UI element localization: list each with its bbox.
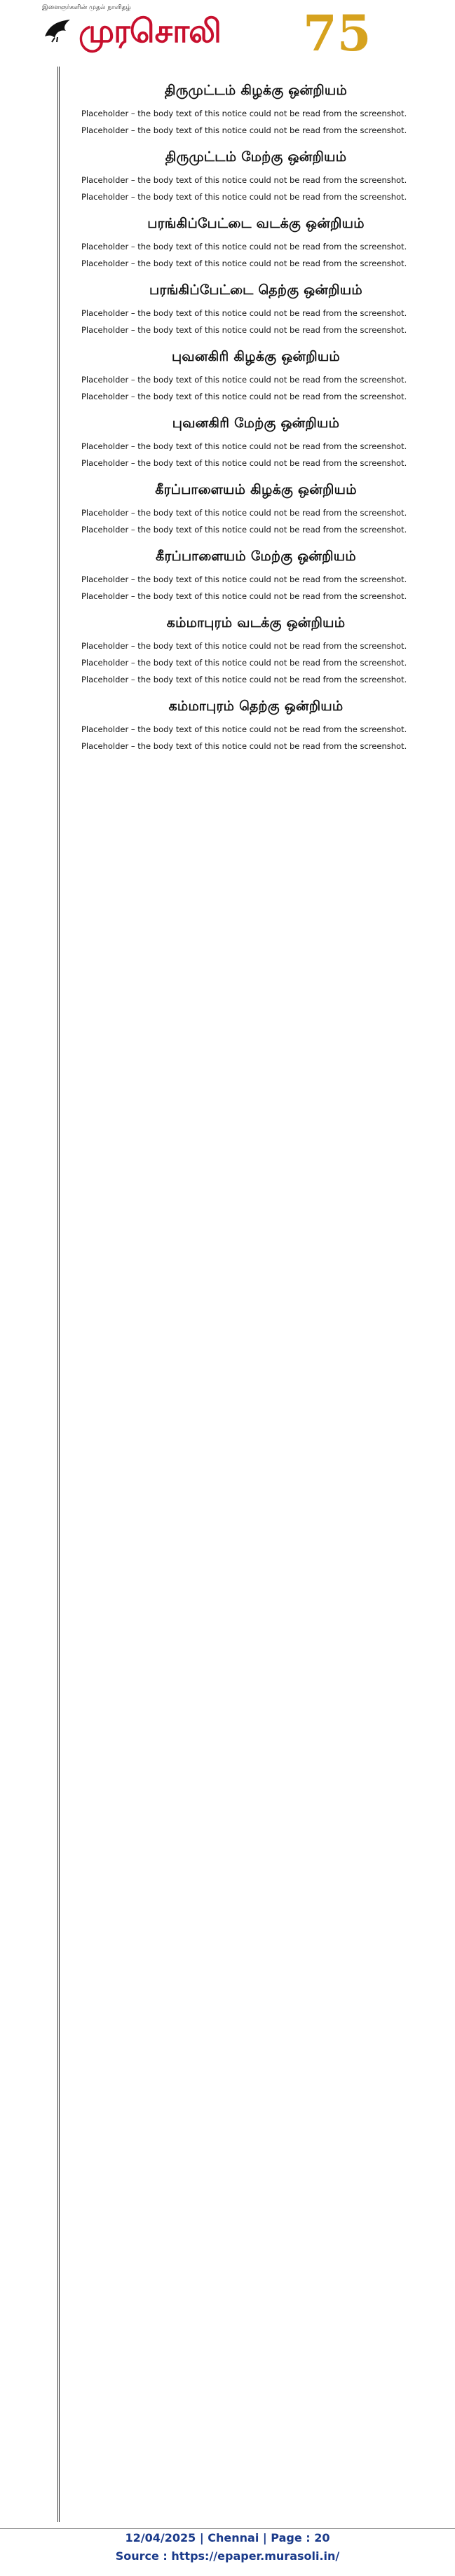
- anniversary-number: 75: [303, 4, 372, 62]
- notice-paragraph: Placeholder – the body text of this notice could not be read from the screenshot.: [81, 641, 407, 651]
- footer: [0, 2526, 455, 2576]
- footer-source[interactable]: Source : https://epaper.murasoli.in/: [115, 2549, 340, 2563]
- notice-paragraph: Placeholder – the body text of this notice could not be read from the screenshot.: [81, 308, 407, 318]
- notice-paragraph: Placeholder – the body text of this notice could not be read from the screenshot.: [81, 325, 407, 335]
- notice-paragraph: Placeholder – the body text of this notice could not be read from the screenshot.: [81, 458, 407, 468]
- notice-title: திருமுட்டம் மேற்கு ஒன்றியம்: [165, 149, 347, 165]
- notice-paragraph: Placeholder – the body text of this notice could not be read from the screenshot.: [81, 375, 407, 385]
- notice-paragraph: Placeholder – the body text of this notice could not be read from the screenshot.: [81, 741, 407, 751]
- notice-paragraph: Placeholder – the body text of this notice could not be read from the screenshot.: [81, 109, 407, 118]
- notice-paragraph: Placeholder – the body text of this notice could not be read from the screenshot.: [81, 175, 407, 185]
- footer-page-info: 12/04/2025 | Chennai | Page : 20: [125, 2531, 330, 2544]
- notice-section: [64, 216, 447, 270]
- anniversary-emblem: [303, 6, 387, 62]
- notice-title: கீரப்பாளையம் மேற்கு ஒன்றியம்: [156, 549, 356, 564]
- notice-section: [64, 83, 447, 137]
- notice-paragraph: Placeholder – the body text of this notice could not be read from the screenshot.: [81, 192, 407, 202]
- notice-paragraph: Placeholder – the body text of this notice could not be read from the screenshot.: [81, 591, 407, 601]
- notice-paragraph: Placeholder – the body text of this notice could not be read from the screenshot.: [81, 574, 407, 584]
- notice-section: [64, 149, 447, 203]
- notice-section: [64, 482, 447, 536]
- notice-title: திருமுட்டம் கிழக்கு ஒன்றியம்: [164, 83, 348, 98]
- notice-section: [64, 415, 447, 469]
- notice-title: கம்மாபுரம் தெற்கு ஒன்றியம்: [168, 698, 344, 714]
- notice-paragraph: Placeholder – the body text of this notice could not be read from the screenshot.: [81, 658, 407, 668]
- masthead-logo: முரசொலி: [79, 12, 221, 50]
- notice-title: புவனகிரி மேற்கு ஒன்றியம்: [172, 415, 340, 431]
- notice-paragraph: Placeholder – the body text of this notice could not be read from the screenshot.: [81, 125, 407, 135]
- notice-paragraph: Placeholder – the body text of this notice could not be read from the screenshot.: [81, 675, 407, 684]
- notice-title: பரங்கிப்பேட்டை வடக்கு ஒன்றியம்: [147, 216, 365, 231]
- notice-section: [64, 698, 447, 752]
- notice-title: புவனகிரி கிழக்கு ஒன்றியம்: [171, 349, 341, 364]
- notice-section: [64, 615, 447, 686]
- notice-paragraph: Placeholder – the body text of this notice could not be read from the screenshot.: [81, 508, 407, 518]
- notice-paragraph: Placeholder – the body text of this notice could not be read from the screenshot.: [81, 525, 407, 535]
- notice-section: [64, 349, 447, 403]
- notice-paragraph: Placeholder – the body text of this notice could not be read from the screenshot.: [81, 441, 407, 451]
- notice-title: கீரப்பாளையம் கிழக்கு ஒன்றியம்: [155, 482, 357, 497]
- bird-emblem-icon: [42, 15, 74, 43]
- notice-title: பரங்கிப்பேட்டை தெற்கு ஒன்றியம்: [149, 282, 362, 298]
- notice-section: [64, 282, 447, 336]
- notice-paragraph: Placeholder – the body text of this notice could not be read from the screenshot.: [81, 724, 407, 734]
- masthead: [0, 0, 455, 67]
- notice-paragraph: Placeholder – the body text of this notice could not be read from the screenshot.: [81, 259, 407, 268]
- masthead-tagline: இளைஞர்களின் முதல் நாளிதழ்: [42, 4, 131, 11]
- notice-paragraph: Placeholder – the body text of this notice could not be read from the screenshot.: [81, 392, 407, 401]
- notice-paragraph: Placeholder – the body text of this notice could not be read from the screenshot.: [81, 242, 407, 252]
- notice-section: [64, 549, 447, 602]
- notice-title: கம்மாபுரம் வடக்கு ஒன்றியம்: [166, 615, 346, 631]
- notices-column: [64, 70, 447, 762]
